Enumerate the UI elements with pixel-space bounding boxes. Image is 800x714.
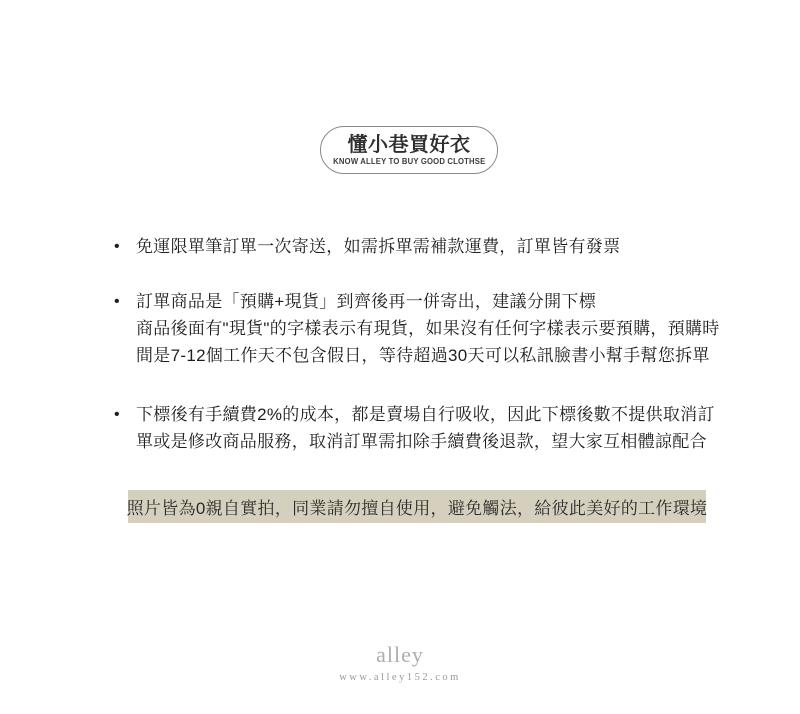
policy-item-shipping	[110, 233, 720, 260]
footer-brand-wordmark: alley	[376, 642, 424, 667]
policy-line: 商品後面有"現貨"的字樣表示有現貨，如果沒有任何字樣表示要預購，預購時	[136, 319, 720, 338]
policy-line: 間是7-12個工作天不包含假日，等待超過30天可以私訊臉書小幫手幫您拆單	[136, 346, 710, 365]
brand-subtitle: KNOW ALLEY TO BUY GOOD CLOTHSE	[332, 156, 486, 166]
footer-website-url: www.alley152.com	[339, 672, 461, 683]
policy-item-fees	[110, 401, 720, 455]
brand-logo	[320, 126, 498, 174]
policy-line: 免運限單筆訂單一次寄送，如需拆單需補款運費，訂單皆有發票	[136, 237, 621, 256]
policy-line: 訂單商品是「預購+現貨」到齊後再一併寄出，建議分開下標	[136, 292, 597, 311]
policy-line: 單或是修改商品服務，取消訂單需扣除手續費後退款，望大家互相體諒配合	[136, 432, 707, 451]
bullet-icon: •	[114, 406, 120, 423]
policy-line: 下標後有手續費2%的成本，都是賣場自行吸收，因此下標後數不提供取消訂	[136, 405, 715, 424]
bullet-icon: •	[114, 293, 120, 310]
policy-text	[136, 401, 715, 455]
policy-list	[110, 233, 720, 455]
policy-item-preorder	[110, 288, 720, 369]
brand-title: 懂小巷買好衣	[347, 133, 471, 156]
bullet-icon: •	[114, 238, 120, 255]
policy-text	[136, 288, 720, 369]
notice-text: 照片皆為0親自實拍，同業請勿擅自使用，避免觸法，給彼此美好的工作環境	[126, 499, 708, 518]
policy-text	[136, 233, 620, 260]
photo-copyright-notice	[128, 490, 706, 523]
footer	[0, 642, 800, 685]
